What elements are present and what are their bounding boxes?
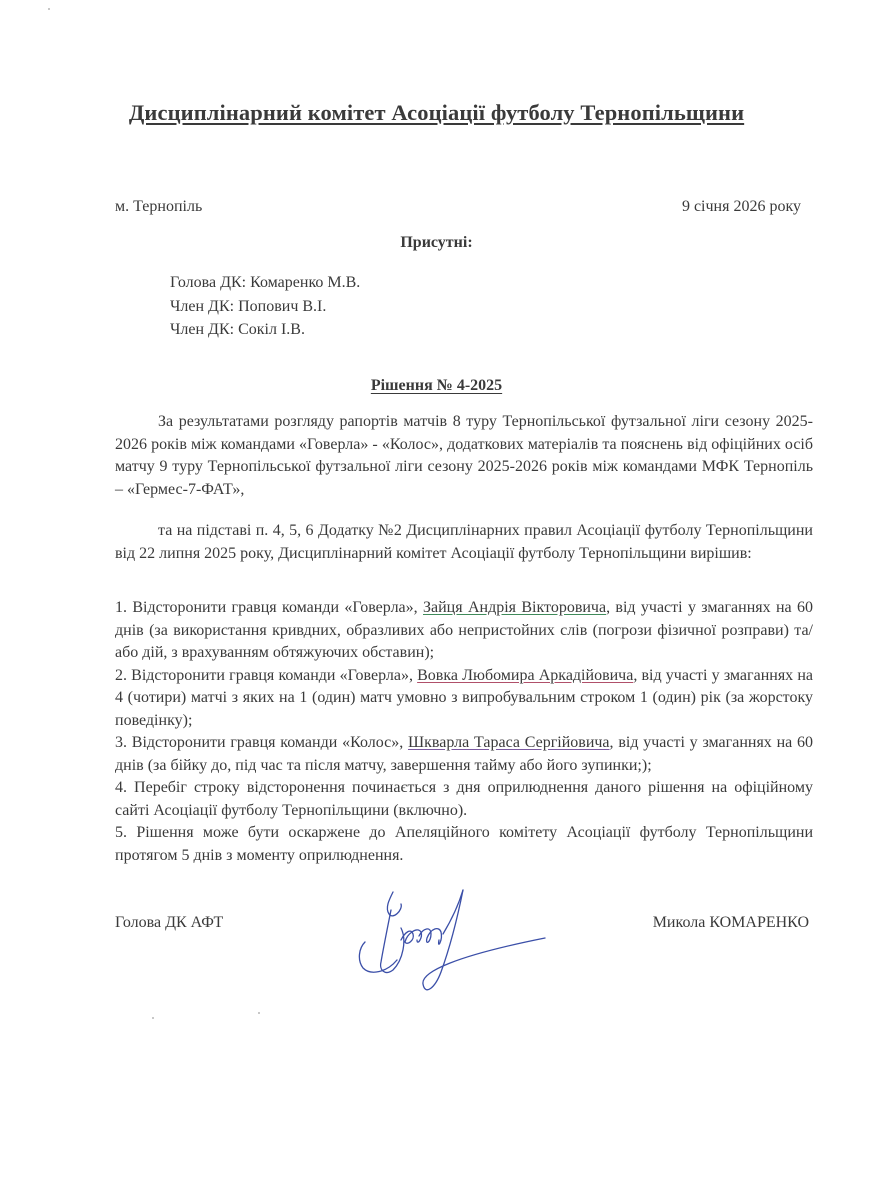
attendance-list bbox=[170, 271, 360, 342]
member: Член ДК: Сокіл І.В. bbox=[170, 321, 305, 338]
document-title: Дисциплінарний комітет Асоціації футболу Тернопільщини bbox=[128, 100, 745, 125]
basis-text: та на підставі п. 4, 5, 6 Додатку №2 Дисциплінарних правил Асоціації футболу Тернопільщини від 22 липня 2025 року, Дисциплінарний комітет Асоціації футболу Тернопільщини вирішив: bbox=[115, 522, 813, 562]
member-chair: Голова ДК: Комаренко М.В. bbox=[170, 274, 361, 291]
decision-item-2 bbox=[115, 665, 813, 733]
signatory-name: Микола КОМАРЕНКО bbox=[652, 914, 809, 931]
item-suffix: , від участі у змаганнях на 60 днів (за використання кривдних, образливих або непристойних слів (погрози фізичної розправи) та/або дій, з врахуванням обтяжуючих обставин); bbox=[115, 599, 813, 661]
item-prefix: 1. Відсторонити гравця команди «Говерла», bbox=[115, 599, 423, 616]
city: м. Тернопіль bbox=[115, 198, 203, 215]
preamble-text: За результатами розгляду рапортів матчів 8 туру Тернопільської футзальної ліги сезону 2025-2026 років між командами «Говерла» - «Колос», додаткових матеріалів та пояснень від офіційних осіб матчу 9 туру Тернопільської футзальної ліги сезону 2025-2026 років між командами МФК Тернопіль – «Гермес-7-ФАТ», bbox=[115, 413, 813, 498]
signatory-position: Голова ДК АФТ bbox=[115, 914, 224, 931]
decision-item-5: 5. Рішення може бути оскаржене до Апеляційного комітету Асоціації футболу Тернопільщини протягом 5 днів з моменту оприлюднення. bbox=[115, 824, 813, 864]
document-date: 9 січня 2026 року bbox=[681, 198, 801, 215]
player-name: Шкварла Тараса Сергійовича bbox=[407, 734, 610, 751]
scan-speck bbox=[48, 8, 50, 10]
decision-item-3 bbox=[115, 732, 813, 777]
decision-item-4: 4. Перебіг строку відсторонення починається з дня оприлюднення даного рішення на офіційному сайті Асоціації футболу Тернопільщини (включно). bbox=[115, 779, 813, 819]
player-name: Зайця Андрія Вікторовича bbox=[423, 599, 607, 616]
item-prefix: 2. Відсторонити гравця команди «Говерла», bbox=[115, 666, 418, 684]
decision-item-1 bbox=[115, 597, 813, 665]
item-prefix: 3. Відсторонити гравця команди «Колос», bbox=[115, 734, 408, 751]
member: Член ДК: Попович В.І. bbox=[170, 297, 327, 315]
player-name: Вовка Любомира Аркадійовича bbox=[417, 666, 634, 684]
item-suffix: , від участі у змаганнях на 4 (чотири) матчі з яких на 1 (один) матч умовно з випробувальним строком 1 (один) рік (за жорстоку поведінку); bbox=[115, 666, 813, 729]
decision-items bbox=[115, 597, 813, 867]
handwritten-signature bbox=[345, 880, 565, 1010]
scan-speck bbox=[258, 1012, 260, 1014]
decision-basis bbox=[115, 520, 813, 565]
scan-speck bbox=[152, 1017, 154, 1019]
decision-preamble bbox=[115, 411, 813, 501]
decision-title: Рішення № 4-2025 bbox=[370, 377, 503, 394]
attendance-heading: Присутні: bbox=[400, 234, 473, 251]
item-suffix: , від участі у змаганнях на 60 днів (за бійку до, під час та після матчу, завершення тайму або його зупинки;); bbox=[115, 734, 813, 774]
